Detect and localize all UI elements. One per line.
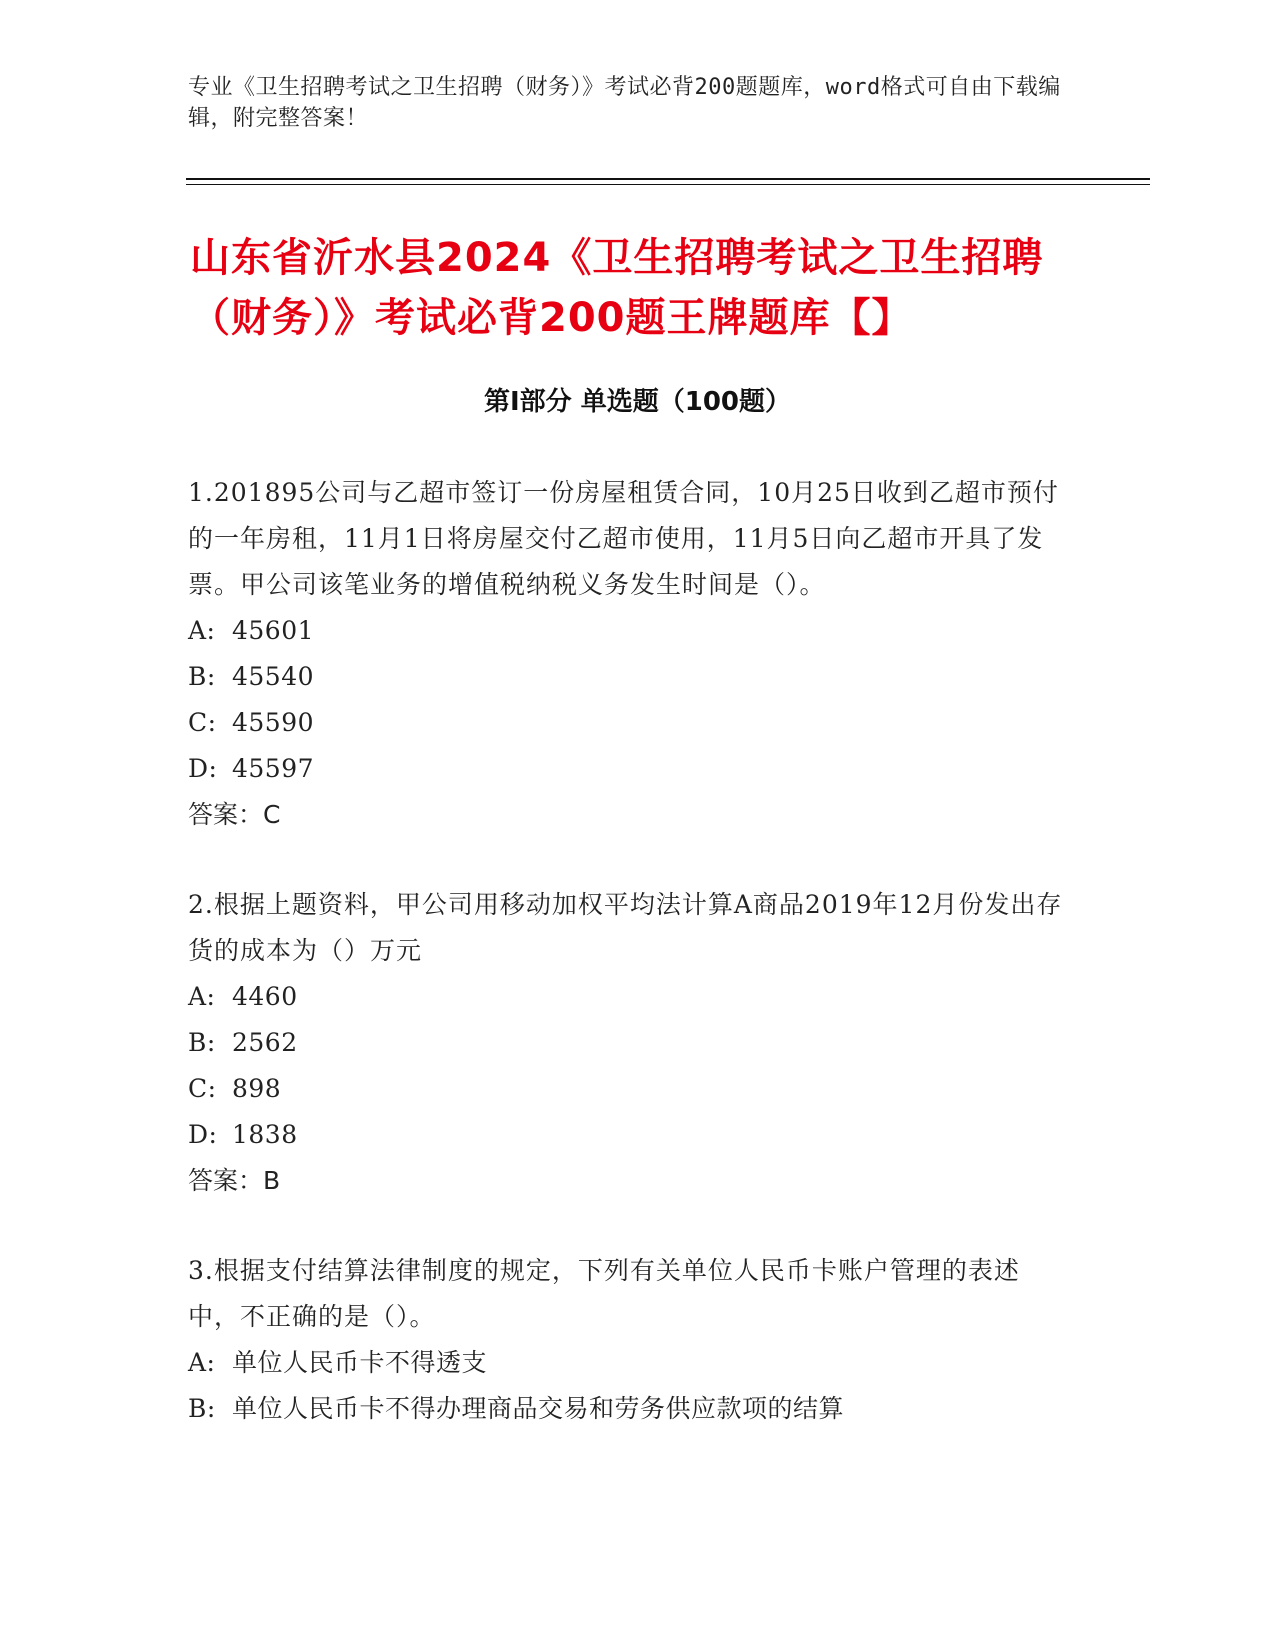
section-heading: 第Ⅰ部分 单选题（100题） bbox=[484, 387, 791, 417]
question-list bbox=[188, 470, 1068, 1476]
option-d bbox=[188, 746, 1068, 792]
option-b bbox=[188, 654, 1068, 700]
option-key: B: bbox=[188, 662, 216, 691]
option-a bbox=[188, 1340, 1068, 1386]
option-text: 45601 bbox=[232, 616, 315, 645]
option-key: C: bbox=[188, 708, 217, 737]
option-key: D: bbox=[188, 754, 218, 783]
option-key: A: bbox=[188, 982, 216, 1011]
option-text: 单位人民币卡不得透支 bbox=[232, 1348, 488, 1377]
option-key: A: bbox=[188, 616, 216, 645]
option-a bbox=[188, 608, 1068, 654]
header-note: 专业《卫生招聘考试之卫生招聘（财务）》考试必背200题题库，word格式可自由下载编辑，附完整答案！ bbox=[188, 75, 1061, 131]
option-text: 898 bbox=[232, 1074, 282, 1103]
option-key: A: bbox=[188, 1348, 216, 1377]
option-text: 45540 bbox=[232, 662, 315, 691]
option-c bbox=[188, 1066, 1068, 1112]
option-a bbox=[188, 974, 1068, 1020]
option-c bbox=[188, 700, 1068, 746]
option-text: 1838 bbox=[232, 1120, 298, 1149]
option-key: B: bbox=[188, 1028, 216, 1057]
option-text: 45590 bbox=[232, 708, 315, 737]
header-rule-thick bbox=[186, 178, 1150, 180]
option-b bbox=[188, 1386, 1068, 1432]
question-stem: 1.201895公司与乙超市签订一份房屋租赁合同，10月25日收到乙超市预付的一年房租，11月1日将房屋交付乙超市使用，11月5日向乙超市开具了发票。甲公司该笔业务的增值税纳税义务发生时间是（）。 bbox=[188, 478, 1059, 599]
option-text: 4460 bbox=[232, 982, 298, 1011]
option-b bbox=[188, 1020, 1068, 1066]
question-stem: 2.根据上题资料，甲公司用移动加权平均法计算A商品2019年12月份发出存货的成本为（）万元 bbox=[188, 890, 1063, 965]
option-text: 2562 bbox=[232, 1028, 298, 1057]
question-3 bbox=[188, 1248, 1068, 1432]
question-stem: 3.根据支付结算法律制度的规定，下列有关单位人民币卡账户管理的表述中，不正确的是（）。 bbox=[188, 1256, 1020, 1331]
option-key: B: bbox=[188, 1394, 216, 1423]
header-rule-thin bbox=[186, 184, 1150, 185]
option-d bbox=[188, 1112, 1068, 1158]
option-text: 单位人民币卡不得办理商品交易和劳务供应款项的结算 bbox=[232, 1394, 845, 1423]
answer: 答案：B bbox=[188, 1166, 281, 1195]
question-1 bbox=[188, 470, 1068, 838]
question-2 bbox=[188, 882, 1068, 1204]
option-key: D: bbox=[188, 1120, 218, 1149]
answer: 答案：C bbox=[188, 800, 281, 829]
option-key: C: bbox=[188, 1074, 217, 1103]
option-text: 45597 bbox=[232, 754, 315, 783]
document-title: 山东省沂水县2024《卫生招聘考试之卫生招聘（财务）》考试必背200题王牌题库【】 bbox=[190, 235, 1044, 341]
